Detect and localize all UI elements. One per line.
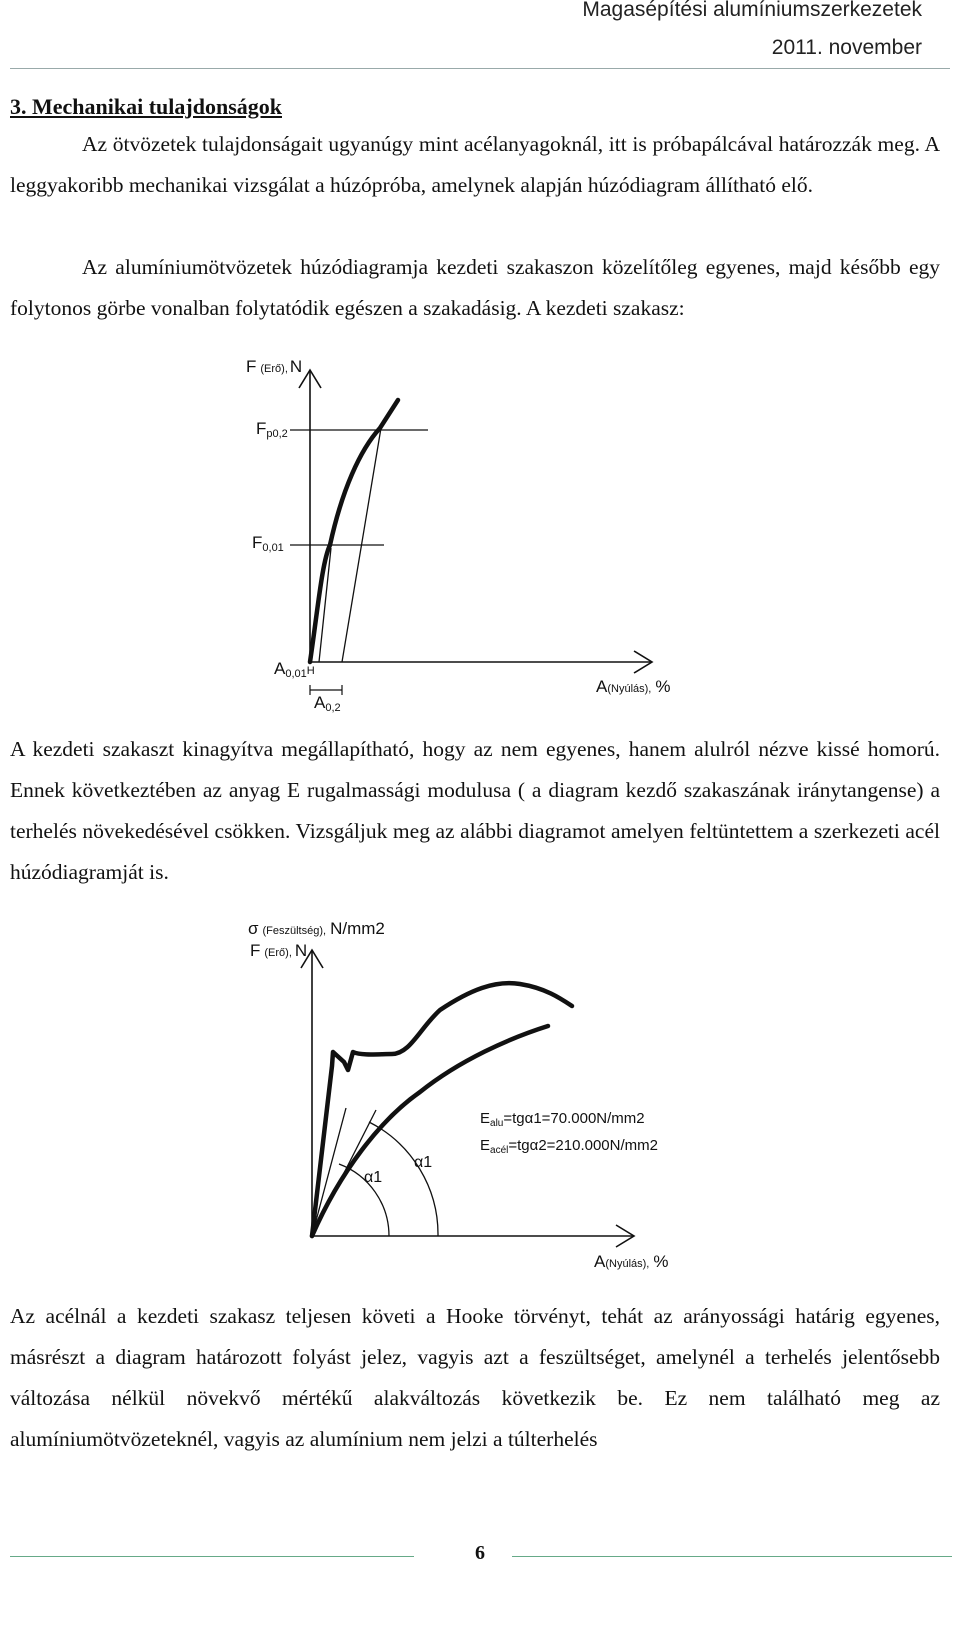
y-axis-force-label: F (Erő), N xyxy=(250,941,308,960)
e-steel-label: $E_{acél}=tg\alpha 2=210.000N/mm2$ xyxy=(480,1137,658,1156)
diagram-initial-segment xyxy=(0,340,960,720)
alpha-outer-label: α1 xyxy=(414,1154,433,1171)
paragraph-steel-comparison: Az acélnál a kezdeti szakasz teljesen követi a Hooke törvényt, tehát az arányossági határig egyenes, másrészt a diagram határozott folyást jelez, vagyis azt a feszültséget, amelynél a terhelés jelentősebb változása nélkül növekvő mértékű alakváltozás következik be. Ez nem található meg az alumíniumötvözeteknél, vagyis az alumínium nem jelzi a túlterhelés xyxy=(10,1304,940,1451)
paragraph-modulus: A kezdeti szakaszt kinagyítva megállapítható, hogy az nem egyenes, hanem alulról nézve kissé homorú. Ennek következtében az anyag E rugalmassági modulusa ( a diagram kezdő szakaszának iránytangense) a terhelés növekedésével csökken. Vizsgáljuk meg az alábbi diagramot amelyen feltüntettem a szerkezeti acél húzódiagramját is. xyxy=(10,737,940,884)
page-number: 6 xyxy=(475,1542,485,1564)
paragraph-intro: Az ötvözetek tulajdonságait ugyanúgy mint acélanyagoknál, itt is próbapálcával határozzák meg. A leggyakoribb mechanikai vizsgálat a húzópróba, amelynek alapján húzódiagram állítható elő. xyxy=(10,132,940,197)
a02-label: A0,2 xyxy=(314,693,341,714)
x-axis-label: A(Nyúlás), % xyxy=(596,677,671,696)
paragraph-initial-segment: Az alumíniumötvözetek húzódiagramja kezdeti szakaszon közelítőleg egyenes, majd később egy folytonos görbe vonalban folytatódik egészen a szakadásig. A kezdeti szakasz: xyxy=(10,255,940,320)
y-axis-sigma-label: σ (Feszültség), N/mm2 xyxy=(248,919,385,938)
f001-label: F0,01 xyxy=(252,533,284,554)
alu-curve xyxy=(312,1026,548,1236)
a001-label: A0,01H xyxy=(274,659,315,680)
diagram-alu-vs-steel xyxy=(0,910,960,1280)
footer-divider-right xyxy=(512,1556,952,1557)
section-heading: 3. Mechanikai tulajdonságok xyxy=(10,94,282,119)
running-header-date: 2011. november xyxy=(771,36,922,59)
e-alu-label: $E_{alu}=tg\alpha 1=70.000N/mm2$ xyxy=(480,1110,645,1129)
fp02-label: Fp0,2 xyxy=(256,419,288,440)
x-axis-label: A(Nyúlás), % xyxy=(594,1252,669,1271)
y-axis-label: F (Erő), N xyxy=(246,357,303,376)
steel-tangent xyxy=(312,1108,346,1236)
running-header-title: Magasépítési alumíniumszerkezetek xyxy=(582,0,922,21)
header-divider xyxy=(10,68,950,69)
alpha-inner-label: α1 xyxy=(364,1169,383,1186)
